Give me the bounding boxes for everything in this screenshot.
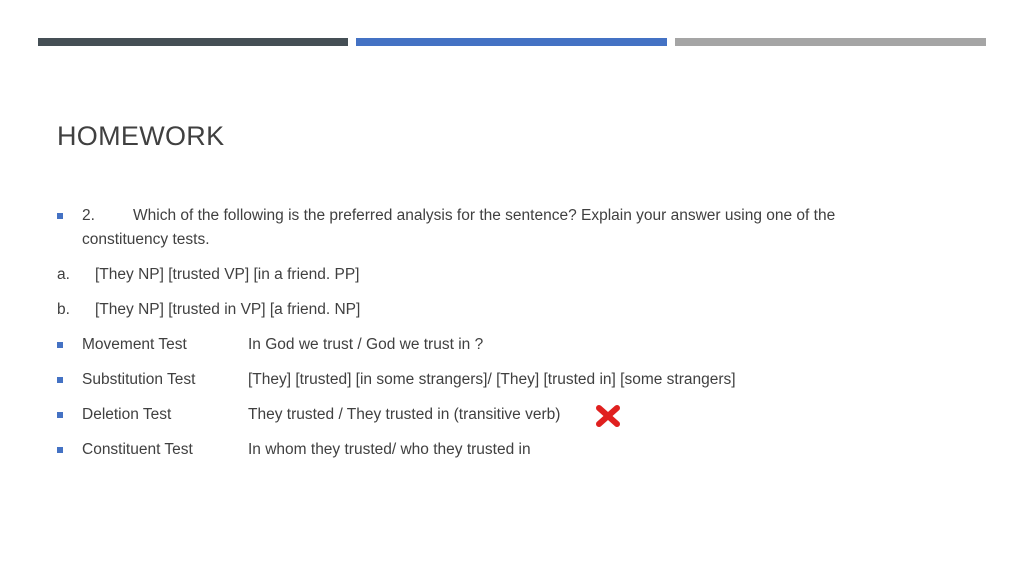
option-a	[57, 263, 557, 287]
test-deletion	[57, 403, 957, 427]
slide-title: HOMEWORK	[57, 121, 225, 151]
question-number: 2.	[82, 207, 95, 224]
red-x-strokes	[599, 408, 617, 424]
test-substitution	[57, 368, 957, 392]
test-description: In God we trust / God we trust in ?	[248, 336, 484, 353]
test-label: Deletion Test	[82, 406, 172, 423]
test-label: Movement Test	[82, 336, 187, 353]
accent-bar-dark	[38, 38, 348, 46]
bullet-icon	[57, 342, 63, 348]
test-constituent	[57, 438, 957, 462]
test-movement	[57, 333, 957, 357]
bullet-icon	[57, 213, 63, 219]
option-b	[57, 298, 557, 322]
accent-bar-blue	[356, 38, 667, 46]
bullet-icon	[57, 447, 63, 453]
test-label: Substitution Test	[82, 371, 196, 388]
bullet-icon	[57, 412, 63, 418]
accent-bar-gray	[675, 38, 986, 46]
test-description: [They] [trusted] [in some strangers]/ [They] [trusted in] [some strangers]	[248, 371, 736, 388]
test-label: Constituent Test	[82, 441, 193, 458]
test-description: In whom they trusted/ who they trusted in	[248, 441, 531, 458]
bullet-icon	[57, 377, 63, 383]
test-description: They trusted / They trusted in (transitive verb)	[248, 406, 561, 423]
question-text-line2: constituency tests.	[82, 231, 210, 248]
option-letter: b.	[57, 301, 70, 318]
option-letter: a.	[57, 266, 70, 283]
red-x-icon	[594, 403, 622, 429]
option-text: [They NP] [trusted in VP] [a friend. NP]	[95, 301, 361, 318]
question-text-line1: Which of the following is the preferred analysis for the sentence? Explain your answer using one of the	[133, 207, 836, 224]
question-item	[57, 204, 957, 252]
option-text: [They NP] [trusted VP] [in a friend. PP]	[95, 266, 360, 283]
